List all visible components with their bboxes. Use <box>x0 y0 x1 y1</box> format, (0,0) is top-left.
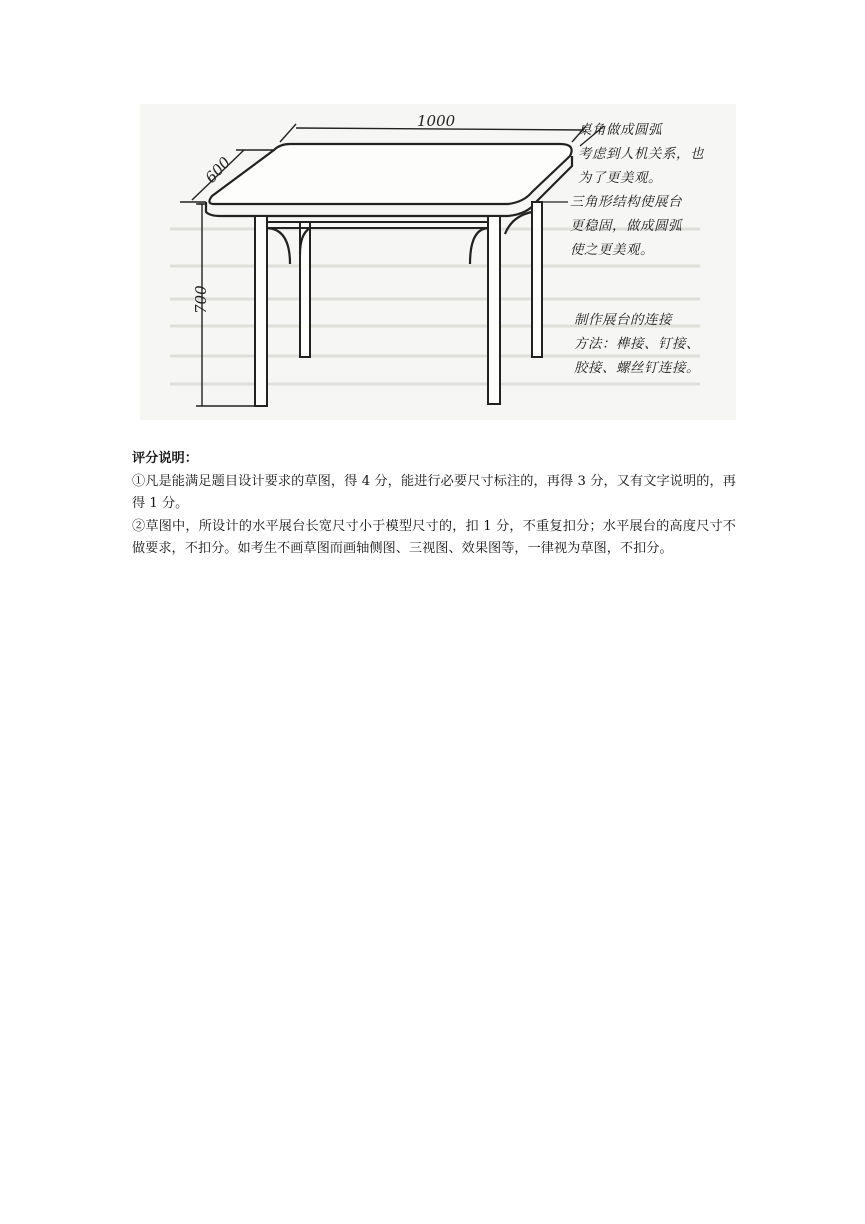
height-dimension-label: 700 <box>192 285 210 314</box>
table-legs <box>255 202 542 406</box>
note-line: 制作展台的连接 <box>574 312 672 328</box>
grading-notes <box>132 448 736 561</box>
tabletop <box>206 144 572 216</box>
grading-item-2: ②草图中，所设计的水平展台长宽尺寸小于模型尺寸的，扣 1 分，不重复扣分；水平展台的高度尺寸不做要求，不扣分。如考生不画草图而画轴侧图、三视图、效果图等，一律视为草图，不扣分。 <box>132 518 736 556</box>
note-line: 为了更美观。 <box>578 170 662 186</box>
note-joining-methods <box>574 308 736 380</box>
note-line: 考虑到人机关系，也 <box>578 146 704 162</box>
note-line: 桌角做成圆弧 <box>578 122 662 138</box>
table-sketch-figure <box>140 104 736 420</box>
note-line: 三角形结构使展台 <box>570 194 682 210</box>
note-triangle-structure <box>570 190 736 262</box>
grading-item-1: ①凡是能满足题目设计要求的草图，得 4 分，能进行必要尺寸标注的，再得 3 分，又有文字说明的，再得 1 分。 <box>132 473 736 511</box>
note-line: 方法：榫接、钉接、 <box>574 336 700 352</box>
note-line: 使之更美观。 <box>570 242 654 258</box>
length-dimension-label: 1000 <box>417 112 456 130</box>
note-rounded-corners <box>578 118 736 190</box>
note-line: 胶接、螺丝钉连接。 <box>574 360 700 376</box>
width-dimension-label: 600 <box>201 153 235 187</box>
note-line: 更稳固，做成圆弧 <box>570 218 682 234</box>
grading-heading: 评分说明： <box>132 451 198 466</box>
